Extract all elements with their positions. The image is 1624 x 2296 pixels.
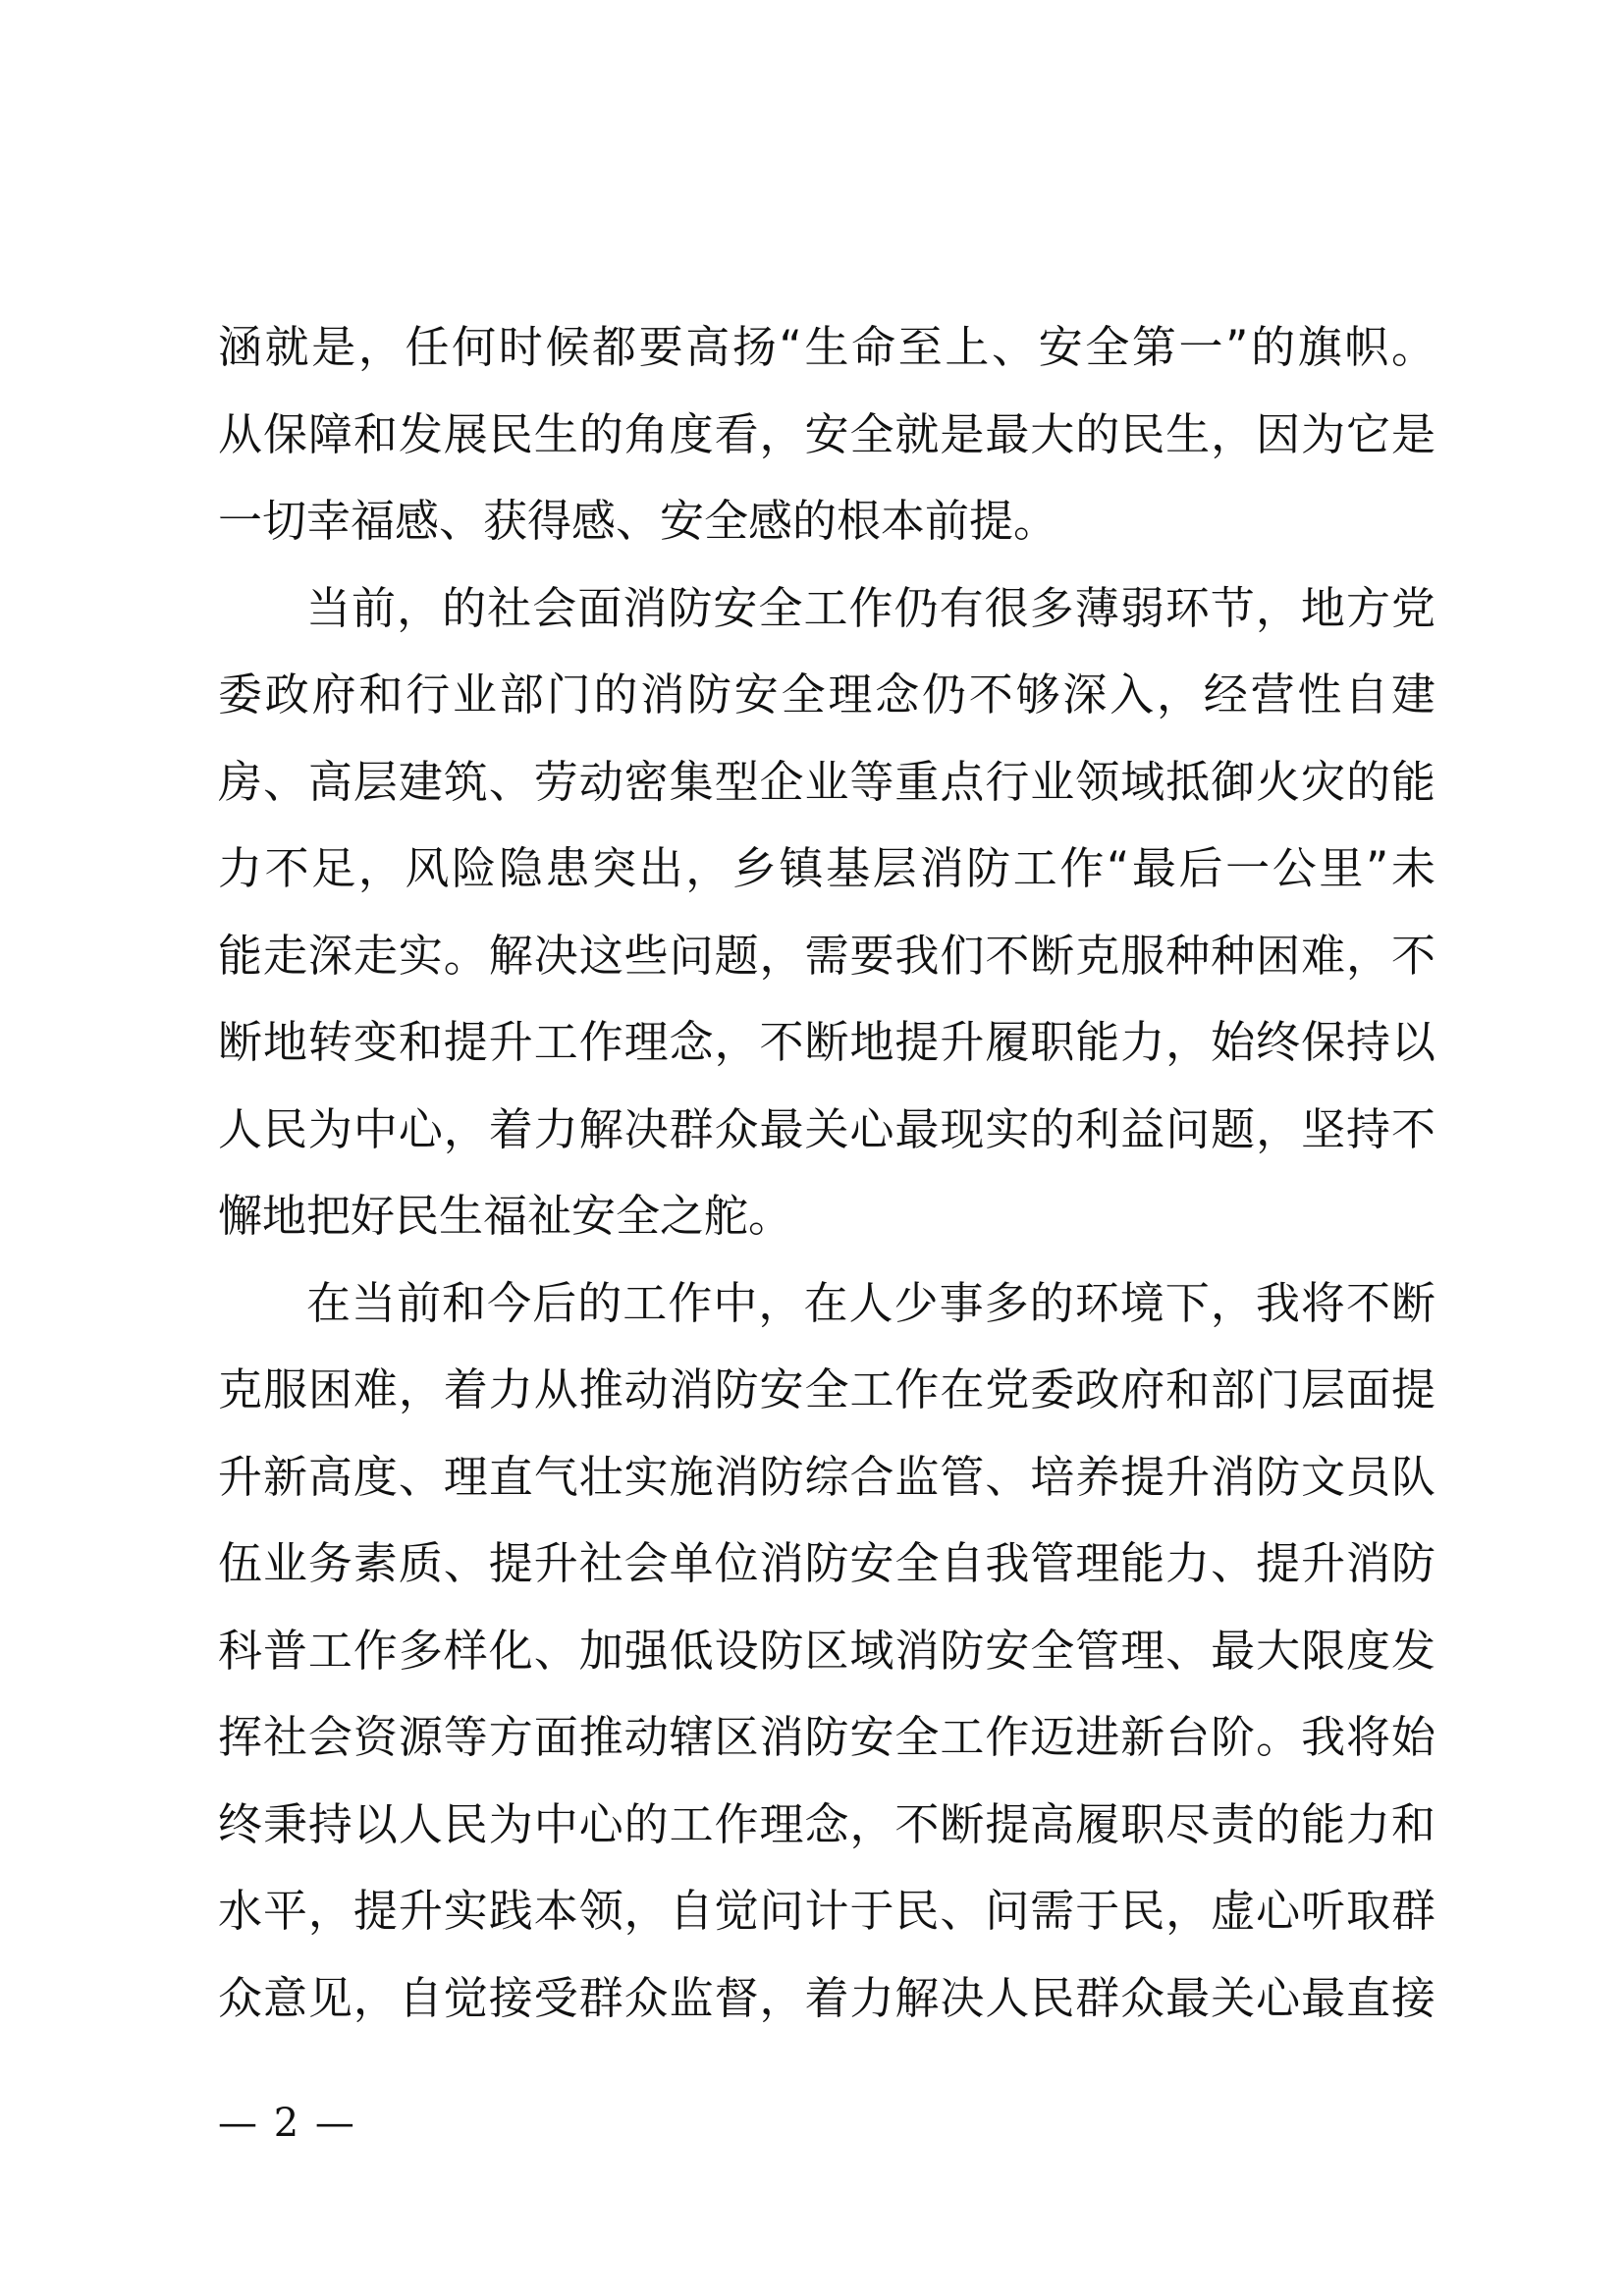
body-text — [218, 304, 1435, 2042]
paragraph-1-line-2: 从保障和发展民生的角度看，安全就是最大的民生，因为它是 — [218, 407, 1435, 460]
page-number: — 2 — — [218, 2101, 356, 2146]
paragraph-3 — [218, 1260, 1435, 2043]
paragraph-2 — [218, 565, 1435, 1260]
paragraph-3-line-3: 升新高度、理直气壮实施消防综合监管、培养提升消防文员队 — [218, 1450, 1435, 1503]
paragraph-2-line-2: 委政府和行业部门的消防安全理念仍不够深入，经营性自建 — [218, 668, 1435, 721]
paragraph-1 — [218, 304, 1435, 565]
paragraph-3-line-9: 众意见，自觉接受群众监督，着力解决人民群众最关心最直接 — [218, 1971, 1435, 2024]
paragraph-3-line-5: 科普工作多样化、加强低设防区域消防安全管理、最大限度发 — [218, 1624, 1435, 1677]
paragraph-2-line-5: 能走深走实。解决这些问题，需要我们不断克服种种困难，不 — [218, 929, 1435, 982]
paragraph-2-line-6: 断地转变和提升工作理念，不断地提升履职能力，始终保持以 — [218, 1016, 1435, 1068]
paragraph-3-line-1: 在当前和今后的工作中，在人少事多的环境下，我将不断 — [306, 1276, 1435, 1329]
paragraph-3-line-8: 水平，提升实践本领，自觉问计于民、问需于民，虚心听取群 — [218, 1885, 1435, 1937]
paragraph-3-line-7: 终秉持以人民为中心的工作理念，不断提高履职尽责的能力和 — [218, 1797, 1435, 1850]
paragraph-3-line-4: 伍业务素质、提升社会单位消防安全自我管理能力、提升消防 — [218, 1537, 1435, 1589]
paragraph-2-line-4: 力不足，风险隐患突出，乡镇基层消防工作“最后一公里”未 — [218, 842, 1435, 894]
paragraph-2-line-7: 人民为中心，着力解决群众最关心最现实的利益问题，坚持不 — [218, 1102, 1435, 1155]
paragraph-1-line-3: 一切幸福感、获得感、安全感的根本前提。 — [218, 495, 1058, 547]
paragraph-2-line-3: 房、高层建筑、劳动密集型企业等重点行业领域抵御火灾的能 — [218, 755, 1435, 808]
paragraph-2-line-8: 懈地把好民生福祉安全之舵。 — [218, 1190, 793, 1242]
paragraph-2-line-1: 当前，的社会面消防安全工作仍有很多薄弱环节，地方党 — [306, 581, 1435, 634]
paragraph-3-line-6: 挥社会资源等方面推动辖区消防安全工作迈进新台阶。我将始 — [218, 1711, 1435, 1763]
paragraph-3-line-2: 克服困难，着力从推动消防安全工作在党委政府和部门层面提 — [218, 1363, 1435, 1415]
paragraph-1-line-1: 涵就是，任何时候都要高扬“生命至上、安全第一”的旗帜。 — [218, 321, 1435, 373]
